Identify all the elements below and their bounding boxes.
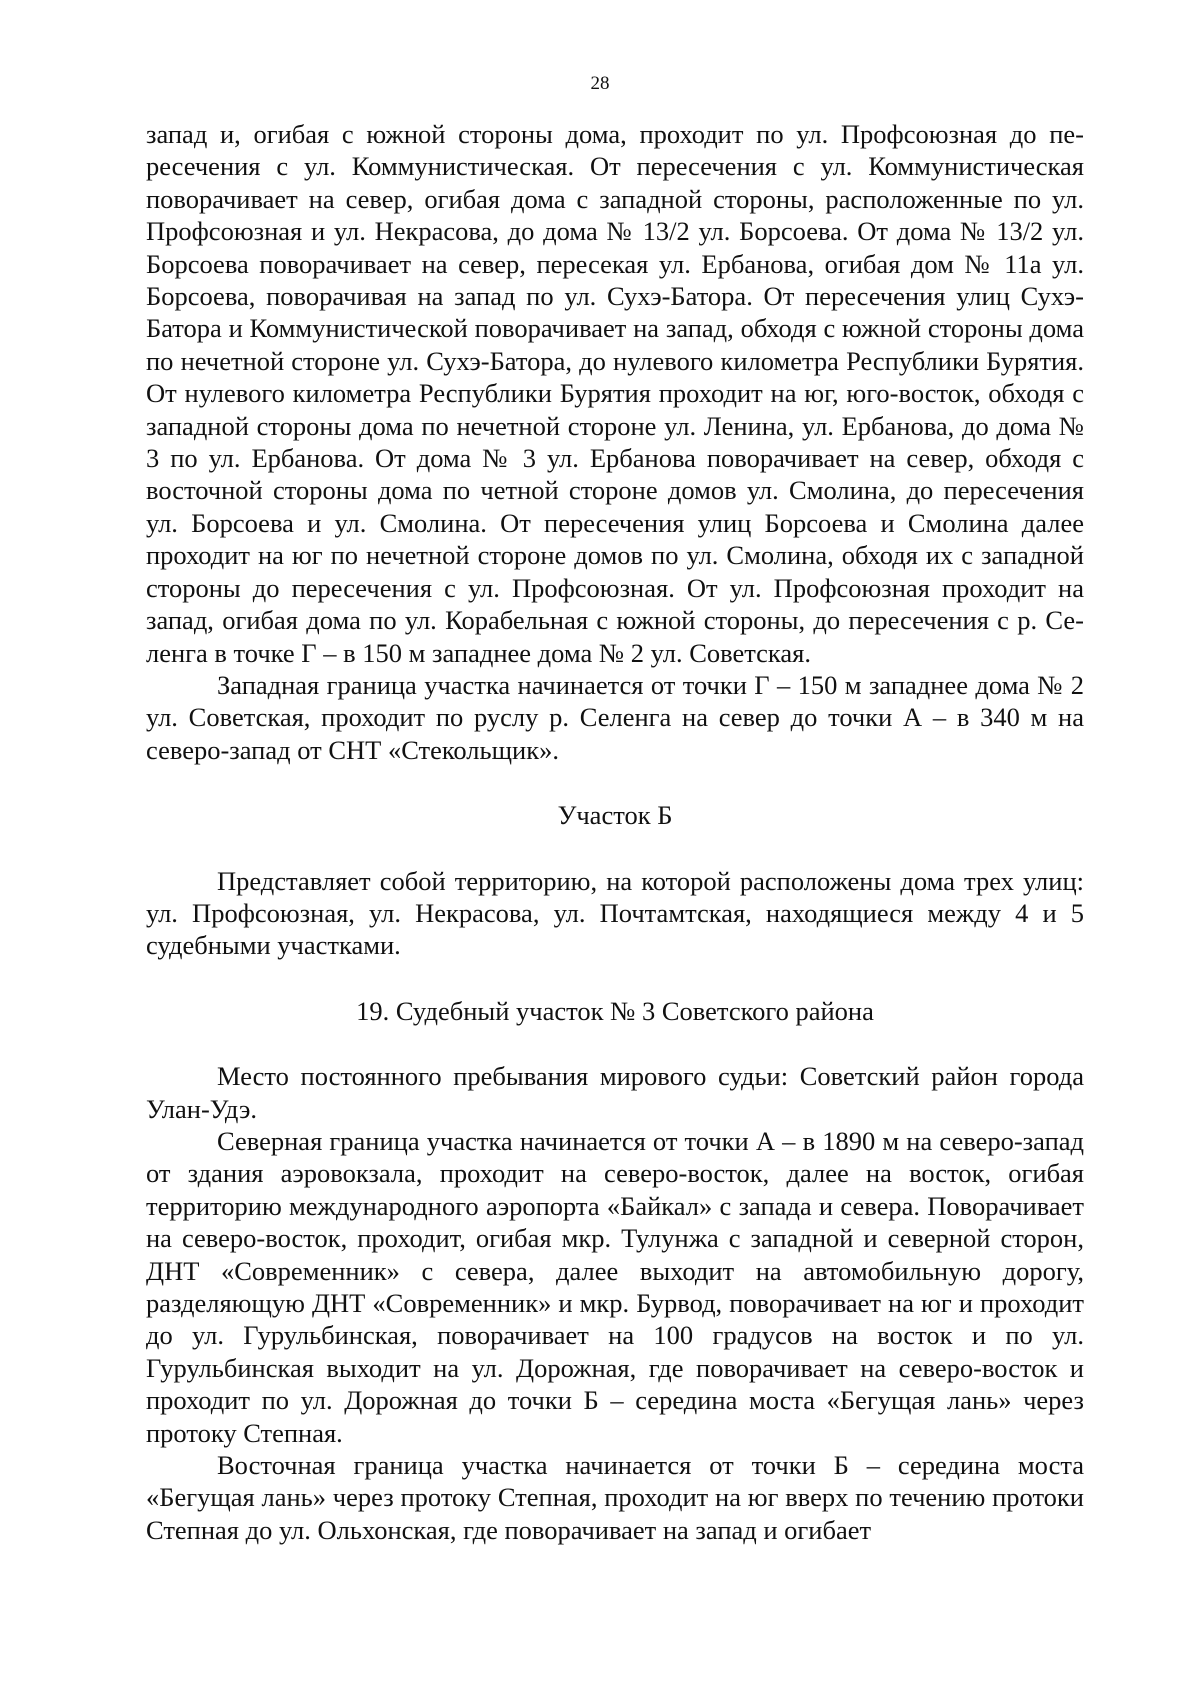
spacer [146,766,1084,799]
uchastok-b-description: Представляет собой территорию, на которой расположены дома трех улиц: ул. Профсоюзная, ул. Некрасова, ул. Почтамтская, находящиеся между 4 и 5 судебными участками. [146,865,1084,961]
boundary-paragraph-continued: запад и, огибая с южной стороны дома, проходит по ул. Профсоюзная до пересечения с ул. Коммунистическая. От пересечения с ул. Коммунистическая поворачивает на север, огибая дома с западной стороны, расположенные по ул. Профсоюзная и ул. Некрасова, до дома № 13/2 ул. Борсоева. От дома № 13/2 ул. Борсоева поворачивает на север, пересекая ул. Ербанова, огибая дом № 11а ул. Борсоева, поворачивая на запад по ул. Сухэ-Батора. От пересечения улиц Сухэ-Батора и Коммунистической поворачивает на запад, обходя с южной стороны дома по нечетной стороне ул. Сухэ-Батора, до нулевого километра Республики Бурятия. От нулевого километра Республики Бурятия проходит на юг, юго-восток, обходя с западной стороны дома по нечетной стороне ул. Ленина, ул. Ербанова, до дома № 3 по ул. Ербанова. От дома № 3 ул. Ербанова поворачивает на север, обходя с восточной стороны дома по четной стороне домов ул. Смолина, до пересечения ул. Борсоева и ул. Смолина. От пересечения улиц Борсоева и Смолина далее проходит на юг по нечетной стороне домов по ул. Смолина, обходя их с западной стороны до пересечения с ул. Профсоюзная. От ул. Профсоюзная проходит на запад, огибая дома по ул. Корабельная с южной стороны, до пересечения с р. Селенга в точке Г – в 150 м западнее дома № 2 ул. Советская. [146,119,1084,668]
eastern-boundary-paragraph: Восточная граница участка начинается от точки Б – середина моста «Бегущая лань» через протоку Степная, проходит на юг вверх по течению протоки Степная до ул. Ольхонская, где поворачивает на запад и огибает [146,1450,1084,1545]
spacer [146,962,1084,995]
page-number: 28 [590,73,610,94]
document-body [146,118,1084,1546]
section-heading-uchastok-b: Участок Б [557,800,673,831]
western-boundary-paragraph: Западная граница участка начинается от точки Г – 150 м западнее дома № 2 ул. Советская, проходит по руслу р. Селенга на север до точки А – в 340 м на северо-запад от СНТ «Стекольщик». [146,669,1084,765]
northern-boundary-paragraph: Северная граница участка начинается от точки А – в 1890 м на северо-запад от здания аэровокзала, проходит на северо-восток, далее на восток, огибая территорию международного аэропорта «Байкал» с запада и севера. Поворачивает на северо-восток, проходит, огибая мкр. Тулунжа с западной и северной сторон, ДНТ «Современник» с севера, далее выходит на автомобильную дорогу, разделяющую ДНТ «Современник» и мкр. Бурвод, поворачивает на юг и проходит до ул. Гурульбинская, поворачивает на 100 градусов на восток и по ул. Гурульбинская выходит на ул. Дорожная, где поворачивает на северо-восток и проходит по ул. Дорожная до точки Б – середина моста «Бегущая лань» через протоку Степная. [146,1125,1084,1448]
spacer [146,832,1084,865]
judge-residence-paragraph: Место постоянного пребывания мирового судьи: Советский район города Улан-Удэ. [146,1061,1084,1124]
section-heading-court-district-3: 19. Судебный участок № 3 Советского района [356,995,874,1026]
spacer [146,1027,1084,1060]
